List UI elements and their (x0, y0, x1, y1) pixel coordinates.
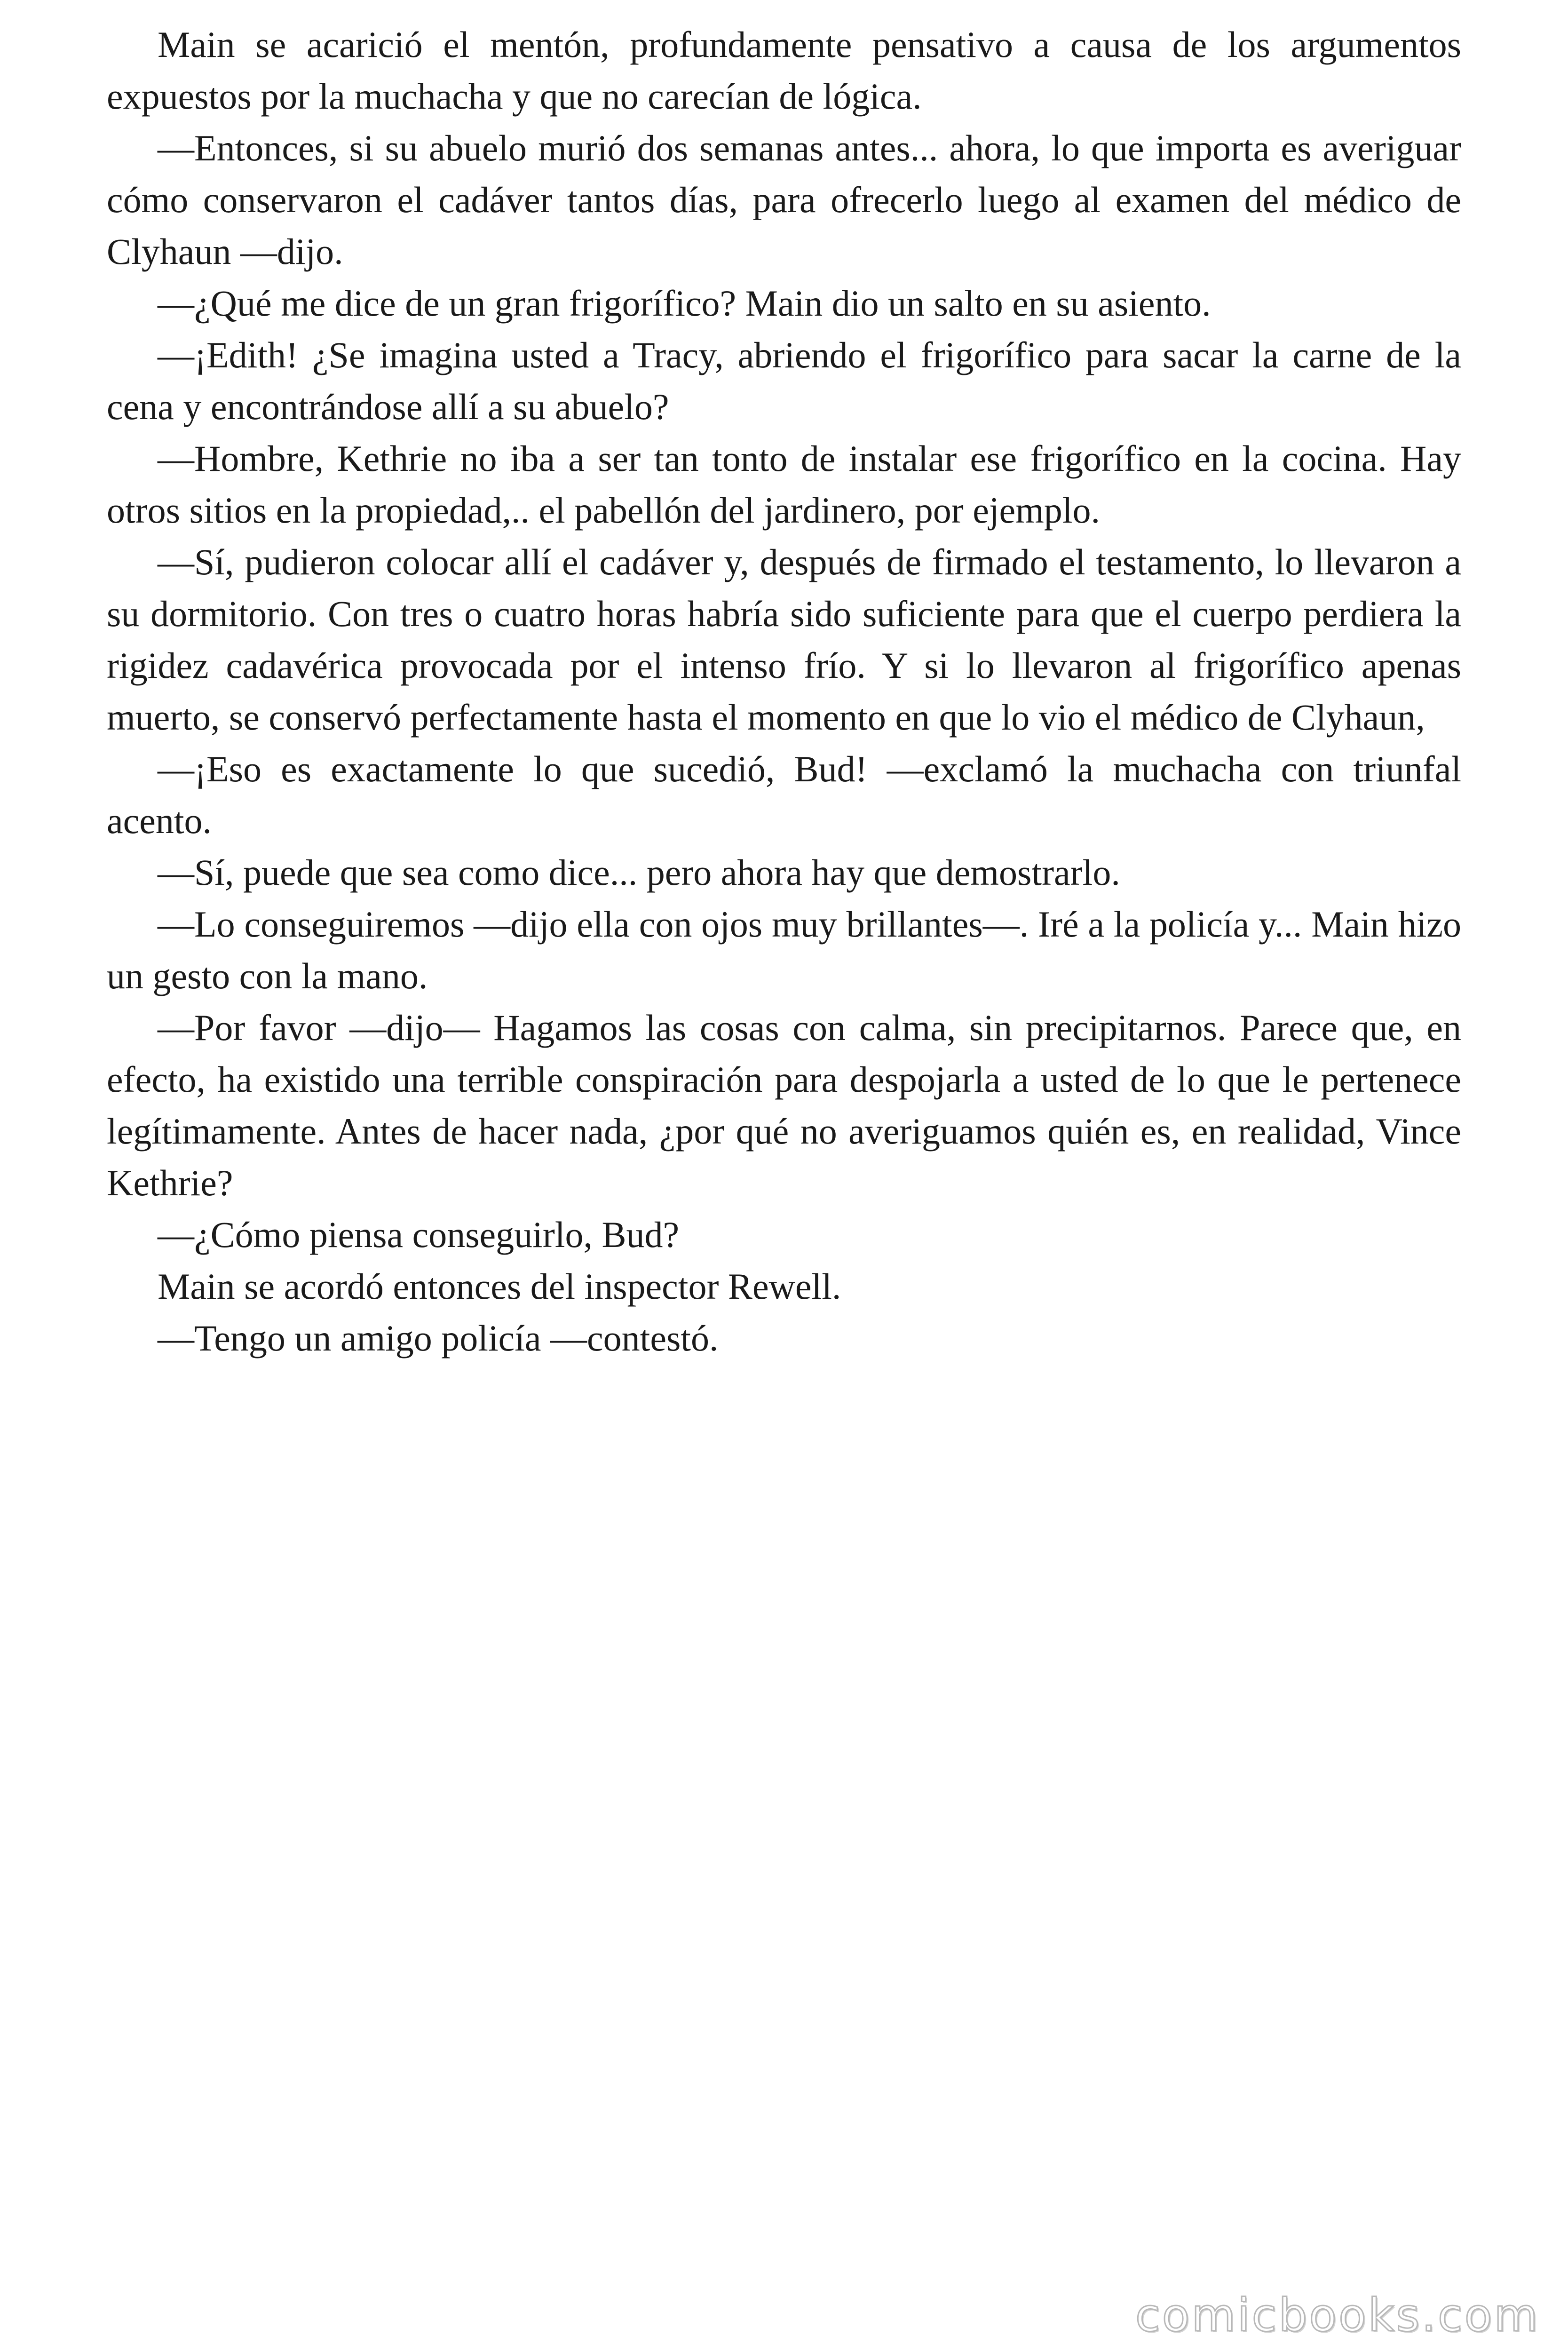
page-body (107, 19, 1461, 1364)
paragraph: —¿Qué me dice de un gran frigorífico? Main dio un salto en su asiento. (158, 283, 1211, 324)
paragraph: —Tengo un amigo policía —contestó. (158, 1318, 719, 1359)
paragraph: Main se acordó entonces del inspector Rewell. (158, 1266, 841, 1307)
paragraph: —Entonces, si su abuelo murió dos semanas antes... ahora, lo que importa es averiguar cómo conservaron el cadáver tantos días, para ofrecerlo luego al examen del médico de Clyhaun —dijo. (107, 127, 1461, 272)
watermark: comicbooks.com (1135, 2289, 1540, 2342)
paragraph: —Sí, puede que sea como dice... pero ahora hay que demostrarlo. (158, 852, 1120, 893)
paragraph: Main se acarició el mentón, profundamente pensativo a causa de los argumentos expuestos por la muchacha y que no carecían de lógica. (107, 24, 1461, 117)
paragraph: —¡Edith! ¿Se imagina usted a Tracy, abriendo el frigorífico para sacar la carne de la cena y encontrándose allí a su abuelo? (107, 334, 1461, 427)
paragraph: —Lo conseguiremos —dijo ella con ojos muy brillantes—. Iré a la policía y... Main hizo un gesto con la mano. (107, 904, 1461, 996)
paragraph: —Por favor —dijo— Hagamos las cosas con calma, sin precipitarnos. Parece que, en efecto, ha existido una terrible conspiración para despojarla a usted de lo que le pertenece legítimamente. Antes de hacer nada, ¿por qué no averiguamos quién es, en realidad, Vince Kethrie? (107, 1007, 1461, 1203)
paragraph: —¿Cómo piensa conseguirlo, Bud? (158, 1214, 680, 1255)
paragraph: —¡Eso es exactamente lo que sucedió, Bud! —exclamó la muchacha con triunfal acento. (107, 748, 1461, 841)
paragraph: —Hombre, Kethrie no iba a ser tan tonto de instalar ese frigorífico en la cocina. Hay otros sitios en la propiedad,.. el pabellón del jardinero, por ejemplo. (107, 438, 1461, 531)
paragraph: —Sí, pudieron colocar allí el cadáver y, después de firmado el testamento, lo llevaron a su dormitorio. Con tres o cuatro horas habría sido suficiente para que el cuerpo perdiera la rigidez cadavérica provocada por el intenso frío. Y si lo llevaron al frigorífico apenas muerto, se conservó perfectamente hasta el momento en que lo vio el médico de Clyhaun, (107, 541, 1461, 738)
